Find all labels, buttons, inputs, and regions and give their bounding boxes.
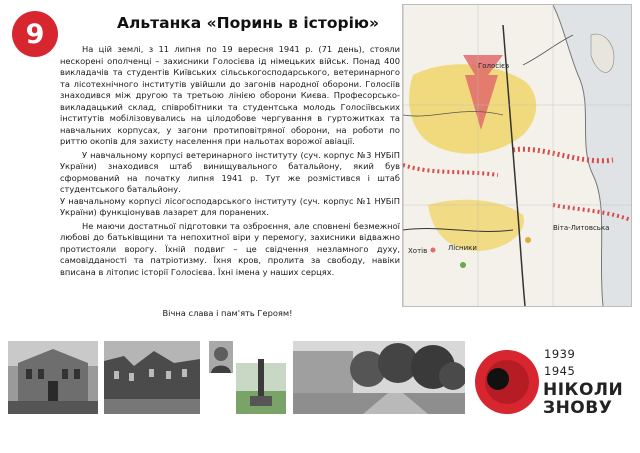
park-photo: [293, 341, 465, 414]
logo-year-end: 1945: [544, 364, 576, 378]
ruins-photo: [104, 341, 200, 414]
defense-map: [402, 4, 632, 307]
map-label: Віта-Литовська: [553, 224, 610, 232]
map-label: Голосієв: [478, 62, 510, 70]
paragraph: У навчальному корпусі ветеринарного інституту (суч. корпус №3 НУБіП України) знаходився штаб винищувального батальйону, який був сформований на початку липня 1941 р. Тут же розмістився і штаб студентського батальйону.: [60, 149, 400, 194]
slogan: Вічна слава і пам'ять Героям!: [162, 308, 293, 318]
paragraph: Не маючи достатньої підготовки та озброєння, але сповнені безмежної любові до батьківщини та непохитної віри у перемогу, захисники відважно протистояли ворогу. Їхній подвиг – це свідчення незламного духу, самовідданості та патріотизму. Їхня кров, пролита за свободу, навіки вписана в літопис історії Голосієва. Їхні імена у наших серцях.: [60, 220, 400, 277]
main-text: [60, 44, 400, 278]
page-title: Альтанка «Поринь в історію»: [116, 14, 379, 32]
logo-word-1: НІКОЛИ: [543, 380, 624, 400]
number-badge: 9: [12, 11, 58, 57]
old-building-photo: [8, 341, 98, 414]
map-label: Лісники: [448, 244, 477, 252]
logo-word-2: ЗНОВУ: [543, 398, 613, 418]
portrait-photo: [206, 341, 286, 414]
logo-year-start: 1939: [544, 347, 576, 361]
poppy-logo-icon: [474, 349, 540, 415]
paragraph: У навчальному корпусі лісогосподарського інституту (суч. корпус №1 НУБіП України) функціонував лазарет для поранених.: [60, 195, 400, 217]
map-label: Хотів: [408, 247, 428, 255]
logo-years: [544, 346, 575, 380]
paragraph: На цій землі, з 11 липня по 19 вересня 1941 р. (71 день), стояли нескорені ополченці – захисники Голосієва ід німецьких військ. Понад 400 викладачів та студентів Київських сільськогосподарського, ветеринарного та лісотехнічного інститутів увійшли до загонів народної оборони. Голосіїв знаходився між другою та третьою лінією оборони Києва. Професорсько-викладацький склад, співробітники та студентська молодь Голосіївських інститутів мобілізовувались на цілодобове чергування в гуртожитках та навчальних корпусах, у загони протиповітряної оборони, на роботи по риттю окопів для захисту населення при нальотах ворожої авіації.: [60, 44, 400, 146]
